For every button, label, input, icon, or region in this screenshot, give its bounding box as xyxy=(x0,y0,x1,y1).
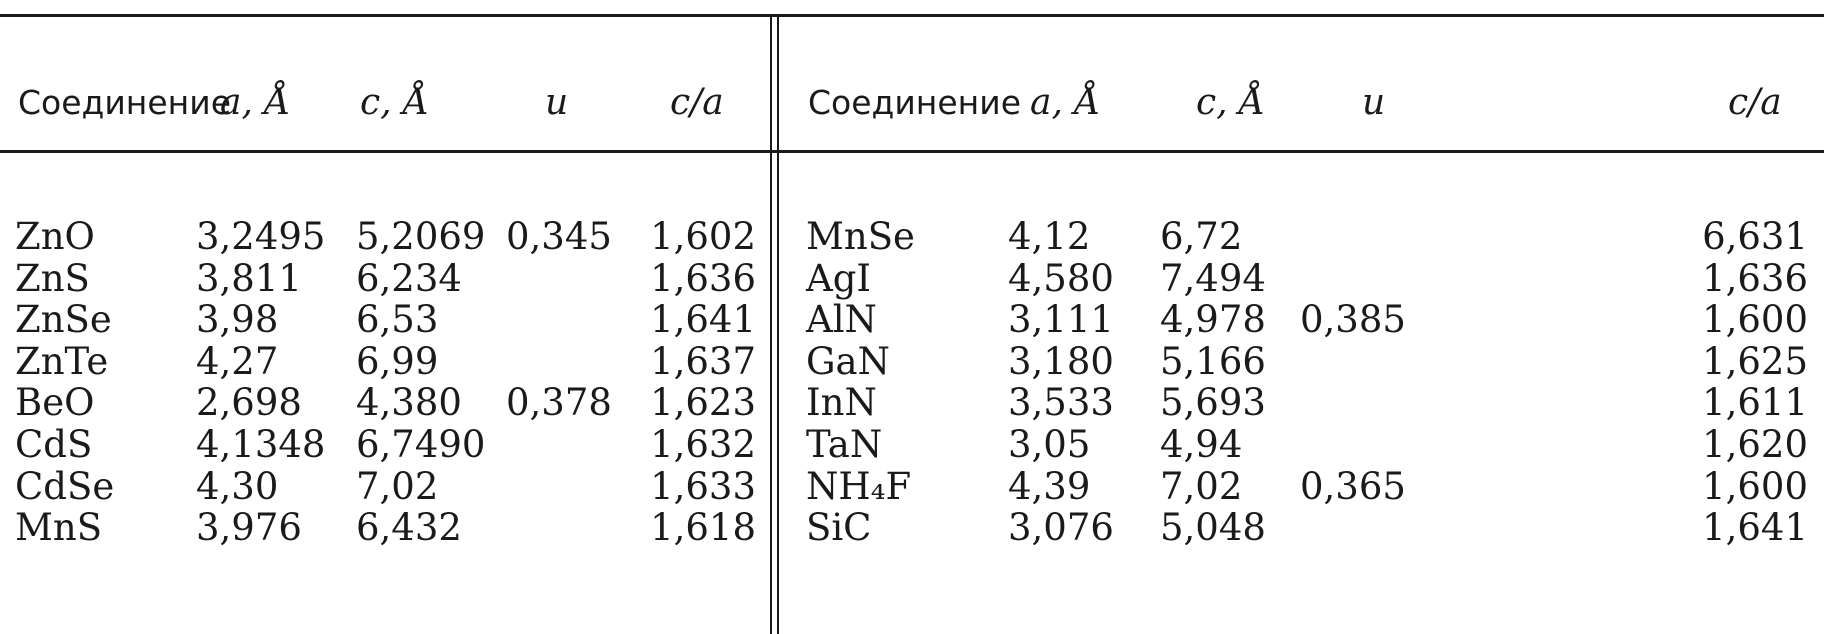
header-u-right: u xyxy=(1362,82,1386,123)
cell-compound-left: ZnTe xyxy=(15,339,109,383)
cell-a-right: 4,580 xyxy=(1008,256,1114,300)
header-a-left: a, Å xyxy=(220,82,291,123)
cell-compound-left: ZnO xyxy=(15,215,95,258)
cell-compound-right: GaN xyxy=(806,339,890,383)
cell-c-right: 5,693 xyxy=(1160,381,1266,425)
cell-compound-left: BeO xyxy=(15,381,95,425)
cell-ca-left: 1,623 xyxy=(650,381,756,425)
cell-a-left: 3,98 xyxy=(196,298,279,342)
header-ca-right: c/a xyxy=(1728,82,1782,123)
header-a-right: a, Å xyxy=(1030,82,1101,123)
cell-a-right: 3,111 xyxy=(1008,298,1114,342)
cell-c-right: 7,02 xyxy=(1160,464,1243,508)
cell-c-left: 5,2069 xyxy=(356,215,486,258)
cell-ca-right: 1,641 xyxy=(1702,506,1808,550)
cell-compound-left: MnS xyxy=(15,506,103,550)
top-rule xyxy=(0,14,1824,17)
cell-compound-right: MnSe xyxy=(806,215,915,258)
cell-a-right: 3,533 xyxy=(1008,381,1114,425)
cell-ca-left: 1,637 xyxy=(650,339,756,383)
header-c-left: c, Å xyxy=(360,82,430,123)
cell-compound-right: SiC xyxy=(806,506,872,550)
cell-ca-right: 1,625 xyxy=(1702,339,1808,383)
cell-compound-right: AgI xyxy=(806,256,872,300)
cell-c-left: 7,02 xyxy=(356,464,439,508)
cell-c-left: 6,99 xyxy=(356,339,439,383)
cell-a-left: 3,976 xyxy=(196,506,302,550)
cell-a-left: 4,27 xyxy=(196,339,279,383)
cell-u-right: 0,365 xyxy=(1300,464,1406,508)
cell-c-right: 5,048 xyxy=(1160,506,1266,550)
cell-compound-left: ZnSe xyxy=(15,298,112,342)
cell-ca-right: 6,631 xyxy=(1702,215,1808,258)
cell-compound-left: CdSe xyxy=(15,464,115,508)
cell-a-left: 4,30 xyxy=(196,464,279,508)
cell-c-left: 6,7490 xyxy=(356,423,486,466)
cell-a-left: 4,1348 xyxy=(196,423,326,466)
center-divider-left xyxy=(770,16,772,634)
header-ca-left: c/a xyxy=(670,82,724,123)
cell-a-right: 3,180 xyxy=(1008,339,1114,383)
cell-ca-right: 1,620 xyxy=(1702,423,1808,466)
cell-ca-right: 1,611 xyxy=(1702,381,1808,425)
cell-u-right: 0,385 xyxy=(1300,298,1406,342)
cell-u-left: 0,345 xyxy=(506,215,612,258)
cell-c-right: 4,978 xyxy=(1160,298,1266,342)
cell-c-left: 4,380 xyxy=(356,381,462,425)
cell-compound-left: CdS xyxy=(15,423,93,466)
cell-c-left: 6,234 xyxy=(356,256,462,300)
cell-ca-left: 1,636 xyxy=(650,256,756,300)
cell-a-left: 3,2495 xyxy=(196,215,326,258)
cell-compound-right: InN xyxy=(806,381,877,425)
cell-ca-left: 1,641 xyxy=(650,298,756,342)
cell-ca-left: 1,602 xyxy=(650,215,756,258)
header-compound-right: Соединение xyxy=(808,83,1022,122)
cell-a-right: 3,05 xyxy=(1008,423,1091,466)
center-divider-right xyxy=(777,16,779,634)
cell-a-right: 4,39 xyxy=(1008,464,1091,508)
cell-u-left: 0,378 xyxy=(506,381,612,425)
header-compound-left: Соединение xyxy=(18,83,232,122)
cell-compound-right: NH₄F xyxy=(806,464,912,508)
cell-ca-left: 1,633 xyxy=(650,464,756,508)
header-c-right: c, Å xyxy=(1196,82,1266,123)
cell-ca-right: 1,600 xyxy=(1702,464,1808,508)
cell-c-left: 6,53 xyxy=(356,298,439,342)
cell-a-right: 4,12 xyxy=(1008,215,1091,258)
cell-a-left: 2,698 xyxy=(196,381,302,425)
cell-ca-left: 1,618 xyxy=(650,506,756,550)
cell-compound-right: TaN xyxy=(806,423,883,466)
cell-c-right: 4,94 xyxy=(1160,423,1243,466)
cell-ca-right: 1,600 xyxy=(1702,298,1808,342)
cell-c-right: 5,166 xyxy=(1160,339,1266,383)
cell-c-left: 6,432 xyxy=(356,506,462,550)
cell-c-right: 6,72 xyxy=(1160,215,1243,258)
cell-c-right: 7,494 xyxy=(1160,256,1266,300)
cell-ca-left: 1,632 xyxy=(650,423,756,466)
cell-a-left: 3,811 xyxy=(196,256,302,300)
cell-a-right: 3,076 xyxy=(1008,506,1114,550)
cell-ca-right: 1,636 xyxy=(1702,256,1808,300)
cell-compound-left: ZnS xyxy=(15,256,90,300)
cell-compound-right: AlN xyxy=(806,298,877,342)
header-u-left: u xyxy=(545,82,569,123)
header-rule xyxy=(0,150,1824,153)
